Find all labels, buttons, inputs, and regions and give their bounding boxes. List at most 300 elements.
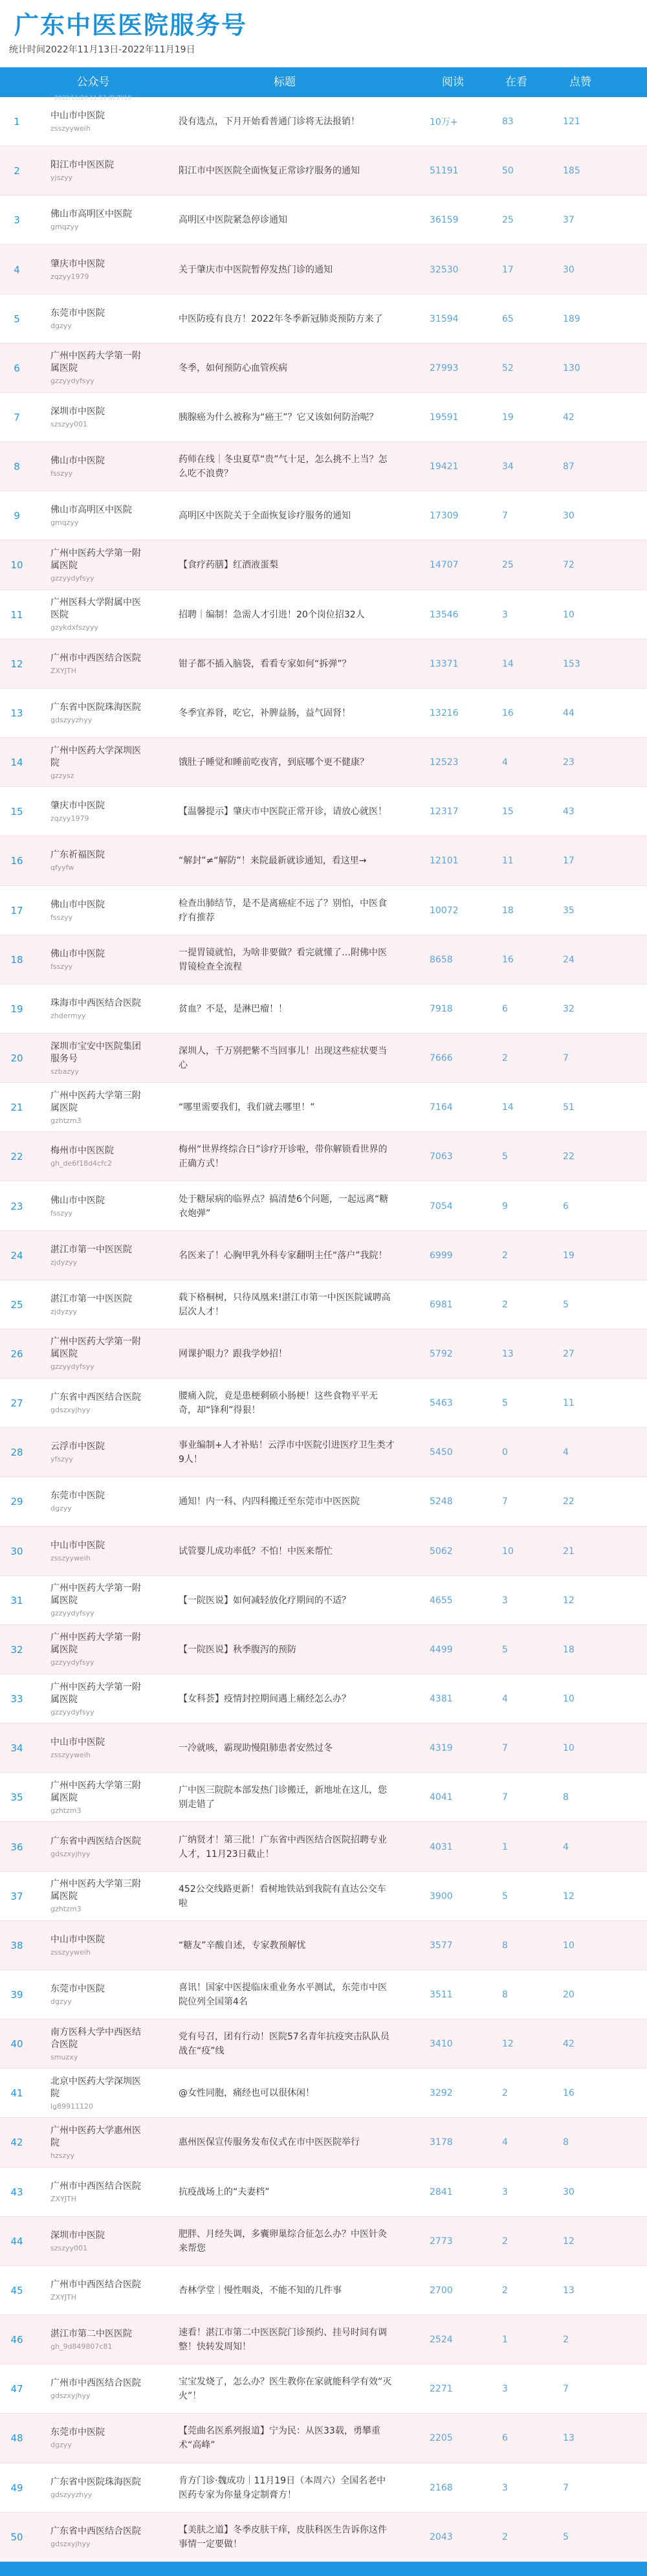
account-cell [50, 1576, 148, 1625]
account-id: gzykdxfszyyy [50, 623, 99, 632]
account-cell [50, 886, 148, 935]
article-title[interactable]: 高明区中医院紧急停诊通知 [179, 215, 287, 226]
account-name: 广东省中医院珠海医院 [50, 702, 141, 713]
rank-number: 16 [10, 855, 23, 867]
like-count: 27 [563, 1348, 575, 1359]
table-row[interactable] [0, 2463, 647, 2513]
table-row[interactable] [0, 294, 647, 344]
account-id: gzzyydyfsyy [50, 377, 94, 386]
article-title[interactable]: 一冷就咳，霸现助慢阻肺患者安然过冬 [179, 1743, 333, 1754]
like-count: 7 [563, 2384, 569, 2395]
account-id: gh_9d849807c81 [50, 2342, 113, 2351]
footer-bar [0, 2562, 647, 2576]
rank-number: 47 [10, 2383, 23, 2395]
account-cell [50, 1083, 148, 1132]
like-count: 23 [563, 757, 575, 768]
table-row[interactable] [0, 2019, 647, 2069]
see-count: 18 [502, 905, 514, 916]
see-count: 34 [502, 461, 514, 472]
article-title[interactable]: 招聘｜编制！急需人才引进！20个岗位招32人 [179, 609, 365, 620]
account-name: 广东省中西医结合医院 [50, 1392, 141, 1403]
article-title[interactable]: 喜讯！国家中医提临床重业务水平测试，东莞市中医院位列全国第4名 [179, 1982, 387, 2008]
article-title[interactable]: 通知！内一科、内四科搬迁至东莞市中医医院 [179, 1496, 360, 1507]
read-count: 2043 [430, 2531, 453, 2542]
like-count: 7 [563, 2482, 569, 2493]
article-title[interactable]: @女性同胞，痛经也可以很休闲！ [179, 2088, 314, 2099]
table-row[interactable] [0, 491, 647, 540]
read-count: 12523 [430, 757, 459, 768]
account-cell [50, 97, 148, 146]
account-cell [50, 1181, 148, 1230]
table-row[interactable] [0, 1280, 647, 1329]
see-count: 19 [502, 412, 514, 423]
read-count: 4499 [430, 1644, 453, 1655]
account-name: 广州中医药大学第三附属医院 [50, 1090, 141, 1113]
table-row[interactable] [0, 2069, 647, 2118]
article-title[interactable]: 冬季，如何预防心血管疾病 [179, 362, 287, 373]
table-row[interactable] [0, 2513, 647, 2562]
read-count: 13371 [430, 658, 459, 669]
read-count: 19421 [430, 461, 459, 472]
like-count: 30 [563, 264, 575, 275]
account-id: gdszxyjhyy [50, 2392, 91, 2401]
see-count: 11 [502, 856, 514, 867]
account-name: 广州中医药大学第一附属医院 [50, 548, 141, 571]
account-id: yjszyy [50, 173, 73, 183]
table-row[interactable] [0, 2118, 647, 2167]
table-row[interactable] [0, 2364, 647, 2414]
read-count: 10万+ [430, 117, 458, 128]
see-count: 3 [502, 2384, 508, 2395]
rank-number: 48 [10, 2432, 23, 2445]
article-title[interactable]: 肯方门诊·魏成功｜11月19日（本周六）全国名老中医药专家为你量身定制膏方！ [179, 2475, 386, 2500]
article-title[interactable]: 阳江市中医医院全面恢复正常诊疗服务的通知 [179, 166, 360, 177]
table-row[interactable] [0, 639, 647, 689]
read-count: 3577 [430, 1940, 453, 1951]
see-count: 7 [502, 1743, 508, 1754]
article-title[interactable]: 冬季宜养肾，吃它，补脾益肠，益气固肾！ [179, 707, 351, 718]
read-count: 10072 [430, 905, 459, 916]
article-title[interactable]: 肥胖、月经失调，多囊卵巢综合征怎么办？中医针灸来帮您 [179, 2228, 387, 2254]
account-name: 广州市中西医结合医院 [50, 2279, 141, 2290]
account-name: 佛山市中医院 [50, 1195, 105, 1206]
like-count: 8 [563, 1792, 569, 1803]
account-id: ZXYJTH [50, 666, 77, 675]
account-id: gdszxyjhyy [50, 2539, 91, 2548]
article-title[interactable]: 关于肇庆市中医院暂停发热门诊的通知 [179, 264, 333, 275]
rank-number: 14 [10, 757, 23, 769]
rank-number: 36 [10, 1841, 23, 1853]
like-count: 12 [563, 1595, 575, 1606]
account-cell [50, 590, 148, 639]
like-count: 35 [563, 905, 575, 916]
article-title[interactable]: 深圳人，千万别把紫不当回事儿！出现这些症状要当心 [179, 1046, 387, 1071]
account-name: 广东省中西医结合医院 [50, 2526, 141, 2537]
rank-number: 20 [10, 1052, 23, 1065]
like-count: 20 [563, 1990, 575, 2001]
account-cell [50, 1625, 148, 1674]
account-cell [50, 1822, 148, 1871]
rank-number: 19 [10, 1003, 23, 1015]
table-row[interactable] [0, 1083, 647, 1132]
read-count: 5792 [430, 1348, 453, 1359]
account-id: zsszyyweih [50, 1751, 91, 1760]
account-cell [50, 984, 148, 1034]
account-name: 广州中医药大学第三附属医院 [50, 1879, 141, 1902]
account-cell [50, 2266, 148, 2315]
read-count: 2524 [430, 2335, 453, 2346]
like-count: 16 [563, 2088, 575, 2099]
account-id: gdszyyzhyy [50, 2490, 93, 2499]
article-title[interactable]: 【一院医说】秋季腹泻的预防 [179, 1644, 296, 1655]
see-count: 10 [502, 1546, 514, 1557]
article-title[interactable]: 处于糖尿病的临界点？搞清楚6个问题，一起远离“糖衣炮弹” [179, 1194, 389, 1219]
account-cell [50, 639, 148, 689]
account-cell [50, 195, 148, 245]
table-row[interactable] [0, 2217, 647, 2266]
account-name: 广州中医药大学第一附属医院 [50, 1583, 141, 1606]
article-title[interactable]: 党有号召，团有行动！医院57名青年抗疫突击队队员战在“疫”线 [179, 2032, 389, 2057]
account-id: zjdyzyy [50, 1307, 78, 1316]
read-count: 7063 [430, 1151, 453, 1162]
account-name: 广东省中医院珠海医院 [50, 2476, 141, 2487]
account-name: 广州中医药大学第三附属医院 [50, 1780, 141, 1803]
article-title[interactable]: 【食疗药膳】红酒液蛋梨 [179, 560, 278, 571]
article-title[interactable]: 高明区中医院关于全面恢复诊疗服务的通知 [179, 511, 351, 522]
article-title[interactable]: 【一院医说】如何减轻放化疗期间的不适？ [179, 1595, 351, 1606]
table-row[interactable] [0, 146, 647, 195]
like-count: 17 [563, 856, 575, 867]
account-cell [50, 344, 148, 393]
table-row[interactable] [0, 1724, 647, 1773]
table-row[interactable] [0, 2414, 647, 2463]
col-header-title: 标题 [274, 76, 296, 89]
article-title[interactable]: 广中医三院院本部发热门诊搬迁，新地址在这儿，您别走错了 [179, 1785, 387, 1810]
article-title[interactable]: 【莞曲名医系列报道】宁为民：从医33载，勇攀重术“高峰” [179, 2426, 380, 2451]
account-name: 广州中医药大学第一附属医院 [50, 351, 141, 374]
article-title[interactable]: 钳子都不插入脑袋，看看专家如何“拆弹”？ [179, 658, 351, 669]
like-count: 12 [563, 1891, 575, 1902]
table-row[interactable] [0, 97, 647, 146]
rank-number: 46 [10, 2334, 23, 2346]
article-title[interactable]: 事业编制+人才补贴！云浮市中医院引进医疗卫生类才9人！ [179, 1440, 395, 1465]
see-count: 7 [502, 1496, 508, 1507]
account-name: 珠海市中西医结合医院 [50, 997, 141, 1008]
like-count: 5 [563, 1299, 569, 1310]
like-count: 43 [563, 806, 575, 817]
like-count: 7 [563, 1053, 569, 1064]
table-row[interactable] [0, 886, 647, 935]
account-cell [50, 935, 148, 984]
see-count: 7 [502, 511, 508, 522]
account-id: gzzyydyfsyy [50, 573, 94, 583]
table-row[interactable] [0, 540, 647, 590]
see-count: 25 [502, 560, 514, 571]
account-cell [50, 294, 148, 344]
table-row[interactable] [0, 738, 647, 787]
see-count: 83 [502, 117, 514, 128]
article-title[interactable]: 名医来了！心胸甲乳外科专家翻明主任“落户”我院！ [179, 1250, 388, 1261]
like-count: 189 [563, 313, 580, 324]
account-id: fsszyy [50, 1208, 73, 1217]
article-title[interactable]: 网课护眼力？跟我学妙招！ [179, 1348, 287, 1359]
like-count: 10 [563, 1940, 575, 1951]
table-row[interactable] [0, 935, 647, 984]
table-row[interactable] [0, 590, 647, 639]
article-title[interactable]: 腰痛入院，竟是患梗剩硕小肠梗！这些食物平平无奇，却“锋利”得狠！ [179, 1391, 378, 1416]
table-row[interactable] [0, 1231, 647, 1280]
account-cell [50, 146, 148, 195]
account-name: 阳江市中医医院 [50, 160, 114, 171]
like-count: 51 [563, 1102, 575, 1113]
table-row[interactable] [0, 1181, 647, 1230]
see-count: 3 [502, 609, 508, 620]
rank-number: 32 [10, 1643, 23, 1656]
account-cell [50, 1132, 148, 1181]
account-id: gzzyydyfsyy [50, 1609, 94, 1618]
article-title[interactable]: 【温馨提示】肇庆市中医院正常开诊，请放心就医！ [179, 806, 387, 817]
table-row[interactable] [0, 2266, 647, 2315]
account-id: fsszyy [50, 469, 73, 478]
account-id: dgzyy [50, 1504, 72, 1513]
article-title[interactable]: 惠州医保宣传服务发布仪式在市中医医院举行 [179, 2137, 360, 2148]
account-id: gmqzyy [50, 223, 79, 232]
article-title[interactable]: 贫血？不是，是淋巴瘤！！ [179, 1003, 287, 1014]
read-count: 4381 [430, 1694, 453, 1705]
article-title[interactable]: 抗疫战场上的“夫妻档” [179, 2186, 270, 2197]
account-name: 深圳市中医院 [50, 406, 105, 417]
article-title[interactable]: 广纳贤才！第三批！广东省中西医结合医院招聘专业人才，11月23日截止！ [179, 1834, 387, 1860]
like-count: 12 [563, 2236, 575, 2247]
like-count: 87 [563, 461, 575, 472]
account-cell [50, 540, 148, 590]
read-count: 7666 [430, 1053, 453, 1064]
account-name: 佛山市中医院 [50, 948, 105, 959]
see-count: 2 [502, 1250, 508, 1261]
table-row[interactable] [0, 1428, 647, 1477]
account-name: 东莞市中医院 [50, 307, 105, 318]
table-row[interactable] [0, 245, 647, 294]
account-name: 中山市中医院 [50, 1934, 105, 1945]
see-count: 50 [502, 166, 514, 177]
table-row[interactable] [0, 1576, 647, 1625]
account-id: gzhtzm3 [50, 1116, 82, 1125]
account-name: 湛江市第一中医医院 [50, 1244, 132, 1255]
table-row[interactable] [0, 1872, 647, 1921]
account-id: zjdyzyy [50, 1258, 78, 1267]
table-row[interactable] [0, 1822, 647, 1871]
account-cell [50, 2513, 148, 2562]
rank-number: 49 [10, 2482, 23, 2494]
account-name: 广州中医药大学第一附属医院 [50, 1632, 141, 1656]
account-name: 广州市中西医结合医院 [50, 2181, 141, 2192]
account-id: ZXYJTH [50, 2194, 77, 2203]
col-header-read: 阅读 [442, 76, 464, 89]
table-row[interactable] [0, 787, 647, 836]
account-name: 广州市中西医结合医院 [50, 2378, 141, 2389]
account-name: 佛山市中医院 [50, 456, 105, 467]
article-title[interactable]: 饿肚子睡觉和睡前吃夜宵，到底哪个更不健康？ [179, 757, 369, 768]
table-row[interactable] [0, 1921, 647, 1970]
rank-number: 21 [10, 1102, 23, 1114]
read-count: 2168 [430, 2482, 453, 2493]
account-name: 广州医科大学附属中医医院 [50, 597, 141, 621]
account-id: gzzysz [50, 771, 74, 780]
account-name: 肇庆市中医院 [50, 801, 105, 812]
table-row[interactable] [0, 195, 647, 245]
rank-number: 28 [10, 1447, 23, 1459]
rank-number: 33 [10, 1693, 23, 1705]
article-title[interactable]: “哪里需要我们，我们就去哪里！” [179, 1102, 315, 1113]
account-name: 东莞市中医院 [50, 1984, 105, 1995]
rank-number: 1 [14, 116, 20, 128]
article-title[interactable]: 检查出肺结节，是不是离癌症不远了？别怕，中医食疗有推荐 [179, 898, 387, 923]
table-row[interactable] [0, 1674, 647, 1724]
article-title[interactable]: 452公交线路更新！看树地铁站到我院有直达公交车啦 [179, 1883, 386, 1909]
account-id: gmqzyy [50, 518, 79, 527]
article-title[interactable]: 【女科荟】疫情封控期间遇上痛经怎么办？ [179, 1694, 351, 1705]
table-row[interactable] [0, 2168, 647, 2217]
article-title[interactable]: 【美肤之道】冬季皮肤干痒，皮肤科医生告诉你这件事情一定要做！ [179, 2524, 387, 2549]
table-row[interactable] [0, 1773, 647, 1822]
account-cell [50, 2315, 148, 2364]
table-row[interactable] [0, 1625, 647, 1674]
account-name: 梅州市中医医院 [50, 1146, 114, 1157]
article-title[interactable]: 速看！湛江市第二中医医院门诊预约、挂号时间有调整！快转发周知！ [179, 2327, 387, 2353]
table-row[interactable] [0, 393, 647, 442]
table-row[interactable] [0, 1329, 647, 1379]
table-row[interactable] [0, 344, 647, 393]
rank-number: 13 [10, 707, 23, 719]
read-count: 6981 [430, 1299, 453, 1310]
account-name: 广州中医药大学深圳医院 [50, 745, 141, 768]
rank-number: 35 [10, 1792, 23, 1804]
account-name: 佛山市高明区中医院 [50, 209, 132, 220]
read-count: 7918 [430, 1003, 453, 1014]
read-count: 3410 [430, 2039, 453, 2050]
read-count: 5463 [430, 1398, 453, 1409]
account-id: dgzyy [50, 1997, 72, 2006]
article-title[interactable]: 没有选点，下月开始看普通门诊将无法报销！ [179, 117, 360, 128]
account-cell [50, 1477, 148, 1526]
article-title[interactable]: 药师在线｜冬虫夏草“贵”气十足，怎么挑不上当？怎么吃不浪费？ [179, 454, 388, 480]
read-count: 14707 [430, 560, 459, 571]
table-row[interactable] [0, 1477, 647, 1526]
account-cell [50, 1280, 148, 1329]
account-name: 南方医科大学中西医结合医院 [50, 2026, 141, 2050]
table-row[interactable] [0, 836, 647, 885]
table-row[interactable] [0, 2315, 647, 2364]
rank-number: 24 [10, 1249, 23, 1261]
account-name: 佛山市中医院 [50, 899, 105, 910]
like-count: 18 [563, 1644, 575, 1655]
rank-number: 30 [10, 1545, 23, 1557]
article-title[interactable]: 胰腺癌为什么被称为“癌王”？它又该如何防治呢？ [179, 412, 378, 423]
account-cell [50, 787, 148, 836]
like-count: 22 [563, 1496, 575, 1507]
table-row[interactable] [0, 1379, 647, 1428]
account-cell [50, 245, 148, 294]
account-cell [50, 1379, 148, 1428]
article-title[interactable]: “糖友”辛酸自述，专家教预解忧 [179, 1940, 306, 1951]
article-title[interactable]: 试管婴儿成功率低？不怕！中医来帮忙 [179, 1546, 333, 1557]
account-cell [50, 689, 148, 738]
read-count: 27993 [430, 362, 459, 373]
watermark-note: 2022/11/20 11:53 ID:ZY18 [54, 95, 132, 102]
col-header-like: 点赞 [569, 76, 591, 89]
see-count: 3 [502, 2186, 508, 2197]
account-cell [50, 836, 148, 885]
account-cell [50, 1231, 148, 1280]
like-count: 11 [563, 1398, 575, 1409]
see-count: 1 [502, 2335, 508, 2346]
rank-number: 34 [10, 1742, 23, 1755]
like-count: 130 [563, 362, 580, 373]
account-cell [50, 1921, 148, 1970]
like-count: 42 [563, 2039, 575, 2050]
see-count: 5 [502, 1891, 508, 1902]
see-count: 6 [502, 1003, 508, 1014]
account-name: 广州中医药大学惠州医院 [50, 2125, 141, 2148]
table-row[interactable] [0, 1034, 647, 1083]
account-id: ZXYJTH [50, 2293, 77, 2302]
account-cell [50, 738, 148, 787]
account-cell [50, 393, 148, 442]
account-cell [50, 2168, 148, 2217]
rank-number: 39 [10, 1989, 23, 2001]
rank-number: 43 [10, 2186, 23, 2198]
see-count: 3 [502, 2482, 508, 2493]
table-row[interactable] [0, 689, 647, 738]
see-count: 14 [502, 1102, 514, 1113]
article-title[interactable]: 载下格桐树，只待凤凰来!湛江市第一中医医院诚聘高层次人才！ [179, 1292, 391, 1317]
account-id: zsszyyweih [50, 1553, 91, 1562]
article-title[interactable]: 一提胃镜就怕，为啥非要做？看完就懂了…附佛中医胃镜检查全流程 [179, 947, 387, 972]
table-row[interactable] [0, 1527, 647, 1576]
table-row[interactable] [0, 1970, 647, 2019]
like-count: 2 [563, 2335, 569, 2346]
article-title[interactable]: “解封”≠“解防”！来院最新就诊通知，看这里→ [179, 856, 367, 867]
table-row[interactable] [0, 984, 647, 1034]
account-name: 广东祈福医院 [50, 850, 105, 861]
article-title[interactable]: 杏林学堂｜慢性咽炎，不能不知的几件事 [179, 2285, 342, 2296]
account-id: dgzyy [50, 2441, 72, 2450]
account-name: 佛山市高明区中医院 [50, 505, 132, 516]
like-count: 19 [563, 1250, 575, 1261]
rank-number: 22 [10, 1151, 23, 1163]
rank-number: 18 [10, 953, 23, 966]
article-title[interactable]: 中医防疫有良方！2022年冬季新冠肺炎预防方来了 [179, 313, 383, 324]
see-count: 52 [502, 362, 514, 373]
account-cell [50, 1773, 148, 1822]
read-count: 3511 [430, 1990, 453, 2001]
article-title[interactable]: 梅州“世界终综合日”诊疗开诊啦，带你解锁看世界的正确方式！ [179, 1144, 388, 1170]
article-title[interactable]: 宝宝发烧了，怎么办？医生教你在家就能科学有效“灭火”！ [179, 2377, 392, 2402]
table-row[interactable] [0, 442, 647, 491]
table-row[interactable] [0, 1132, 647, 1181]
rank-number: 38 [10, 1939, 23, 1951]
like-count: 10 [563, 1694, 575, 1705]
rank-number: 25 [10, 1298, 23, 1311]
read-count: 2271 [430, 2384, 453, 2395]
account-cell [50, 1674, 148, 1724]
account-name: 广州中医药大学第一附属医院 [50, 1337, 141, 1360]
account-id: fsszyy [50, 913, 73, 922]
read-count: 2773 [430, 2236, 453, 2247]
read-count: 7054 [430, 1201, 453, 1212]
like-count: 32 [563, 1003, 575, 1014]
like-count: 42 [563, 412, 575, 423]
